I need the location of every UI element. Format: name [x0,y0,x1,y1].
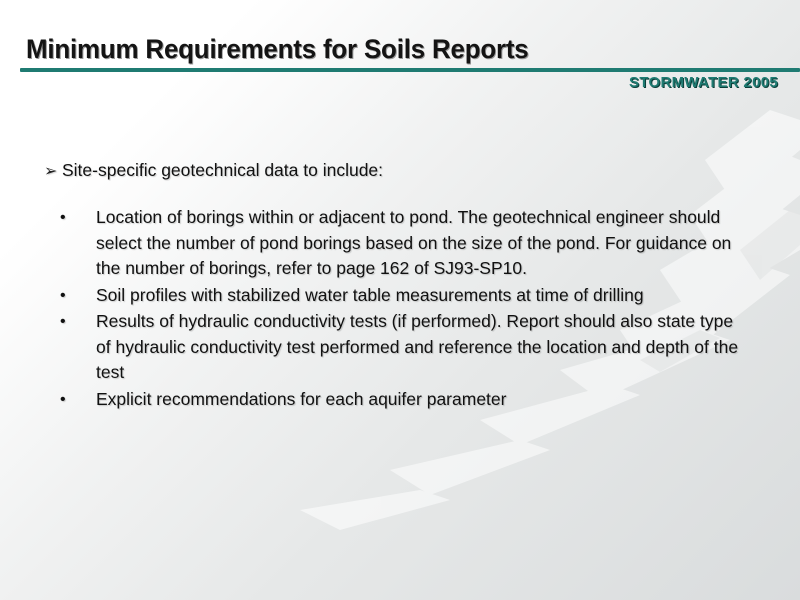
bullet-list [60,205,740,413]
list-item-text: Explicit recommendations for each aquifer parameter [96,388,507,409]
bullet-dot-icon: • [60,286,66,304]
section-heading-text: Site-specific geotechnical data to include: [62,160,384,180]
bullet-dot-icon: • [60,209,66,226]
bullet-dot-icon: • [60,313,66,330]
bullet-dot-icon: • [60,390,66,408]
list-item [60,309,740,386]
list-item [60,283,740,309]
list-item-text: Location of borings within or adjacent to pond. The geotechnical engineer should select the number of pond borings based on the size of the pond. For guidance on the number of borings, refer to page 162 of SJ93-SP10. [96,207,732,278]
section-heading [44,160,383,181]
list-item-text: Soil profiles with stabilized water table measurements at time of drilling [96,284,644,305]
list-item [60,205,740,282]
brand-logo-text: STORMWATER 2005 [629,74,778,91]
title-divider [20,68,800,72]
list-item-text: Results of hydraulic conductivity tests (if performed). Report should also state type of hydraulic conductivity test performed and reference the location and depth of the test [96,311,739,382]
arrow-bullet-icon: ➢ [44,162,58,180]
slide-title: Minimum Requirements for Soils Reports [26,34,529,64]
list-item [60,387,740,413]
